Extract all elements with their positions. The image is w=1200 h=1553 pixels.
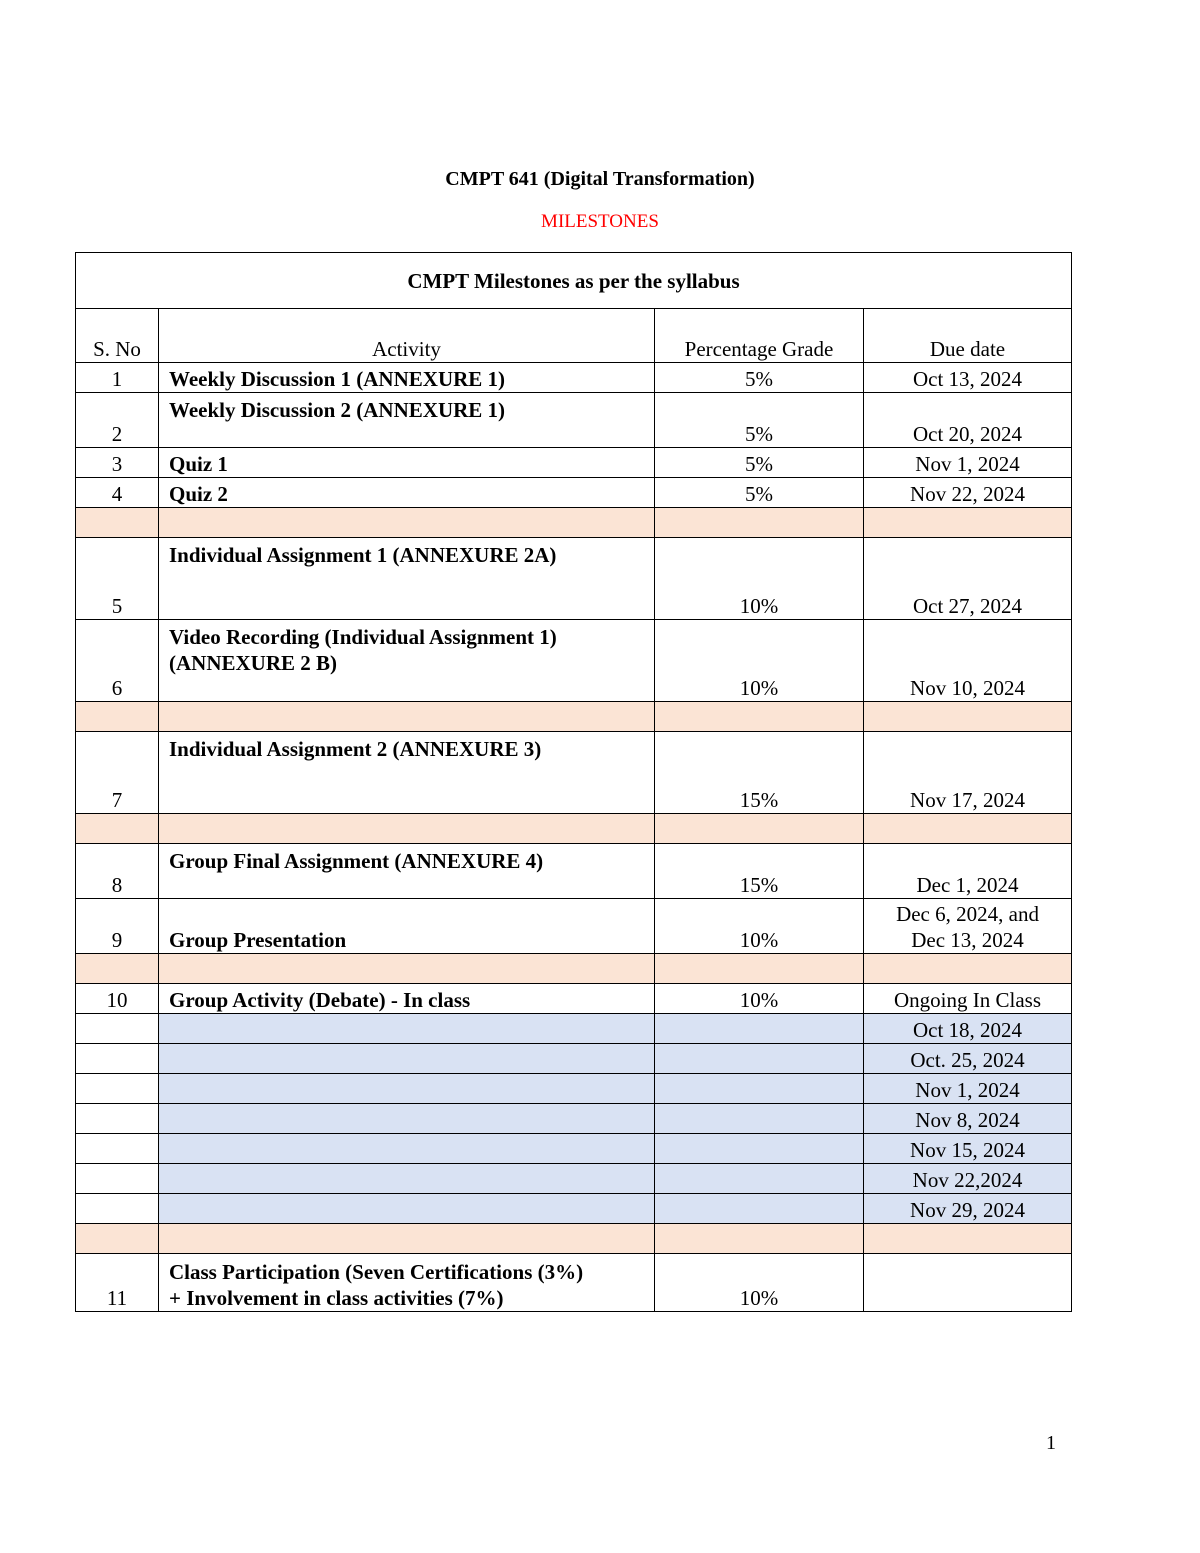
grade-cell: 10% — [655, 620, 864, 702]
document-subtitle: MILESTONES — [541, 211, 659, 232]
separator-row — [76, 1224, 1072, 1254]
debate-date-row — [76, 1074, 1072, 1104]
table-row — [76, 1254, 1072, 1312]
activity-cell: Quiz 1 — [159, 448, 655, 478]
debate-date-cell: Nov 22,2024 — [864, 1164, 1072, 1194]
debate-date-row — [76, 1164, 1072, 1194]
debate-date-row — [76, 1014, 1072, 1044]
grade-cell: 5% — [655, 478, 864, 508]
due-date-line-1: Dec 6, 2024, and — [896, 902, 1039, 926]
row-number: 5 — [76, 538, 159, 620]
activity-cell: Weekly Discussion 2 (ANNEXURE 1) — [159, 393, 655, 448]
debate-date-cell: Nov 8, 2024 — [864, 1104, 1072, 1134]
activity-cell: Quiz 2 — [159, 478, 655, 508]
activity-cell: Group Activity (Debate) - In class — [159, 984, 655, 1014]
document-title: CMPT 641 (Digital Transformation) — [445, 168, 755, 190]
debate-date-cell: Oct. 25, 2024 — [864, 1044, 1072, 1074]
table-row — [76, 448, 1072, 478]
row-number: 11 — [76, 1254, 159, 1312]
table-heading-row — [76, 253, 1072, 309]
debate-date-cell: Oct 18, 2024 — [864, 1014, 1072, 1044]
debate-date-cell: Nov 15, 2024 — [864, 1134, 1072, 1164]
separator-row — [76, 954, 1072, 984]
due-date-cell: Dec 1, 2024 — [864, 844, 1072, 899]
column-header-due-date: Due date — [864, 309, 1072, 363]
debate-date-row — [76, 1044, 1072, 1074]
activity-line-2: (ANNEXURE 2 B) — [169, 651, 337, 675]
column-header-sno: S. No — [76, 309, 159, 363]
debate-date-cell: Nov 29, 2024 — [864, 1194, 1072, 1224]
separator-row — [76, 702, 1072, 732]
row-number: 8 — [76, 844, 159, 899]
due-date-cell: Oct 20, 2024 — [864, 393, 1072, 448]
activity-cell: Group Final Assignment (ANNEXURE 4) — [159, 844, 655, 899]
grade-cell: 5% — [655, 448, 864, 478]
row-number: 3 — [76, 448, 159, 478]
debate-date-cell: Nov 1, 2024 — [864, 1074, 1072, 1104]
grade-cell: 5% — [655, 363, 864, 393]
debate-date-row — [76, 1134, 1072, 1164]
debate-date-row — [76, 1194, 1072, 1224]
separator-row — [76, 814, 1072, 844]
activity-cell: Weekly Discussion 1 (ANNEXURE 1) — [159, 363, 655, 393]
debate-date-row — [76, 1104, 1072, 1134]
due-date-cell: Oct 27, 2024 — [864, 538, 1072, 620]
activity-cell: Group Presentation — [159, 899, 655, 954]
column-header-grade: Percentage Grade — [655, 309, 864, 363]
due-date-cell — [864, 899, 1072, 954]
table-heading: CMPT Milestones as per the syllabus — [76, 253, 1072, 309]
table-header-row — [76, 309, 1072, 363]
grade-cell: 10% — [655, 984, 864, 1014]
table-row — [76, 478, 1072, 508]
due-date-cell: Nov 17, 2024 — [864, 732, 1072, 814]
activity-cell: Individual Assignment 2 (ANNEXURE 3) — [159, 732, 655, 814]
row-number: 10 — [76, 984, 159, 1014]
due-date-line-2: Dec 13, 2024 — [911, 928, 1024, 952]
table-row — [76, 844, 1072, 899]
table-row — [76, 732, 1072, 814]
due-date-cell: Nov 22, 2024 — [864, 478, 1072, 508]
activity-line-1: Class Participation (Seven Certifications (3%) — [169, 1260, 584, 1284]
row-number: 2 — [76, 393, 159, 448]
due-date-cell: Oct 13, 2024 — [864, 363, 1072, 393]
row-number: 9 — [76, 899, 159, 954]
due-date-cell: Ongoing In Class — [864, 984, 1072, 1014]
table-row — [76, 393, 1072, 448]
table-row — [76, 363, 1072, 393]
table-row — [76, 538, 1072, 620]
page-number: 1 — [1046, 1432, 1056, 1454]
column-header-activity: Activity — [159, 309, 655, 363]
grade-cell: 10% — [655, 1254, 864, 1312]
grade-cell: 10% — [655, 899, 864, 954]
grade-cell: 15% — [655, 732, 864, 814]
row-number: 6 — [76, 620, 159, 702]
table-row — [76, 899, 1072, 954]
milestones-table — [75, 252, 1072, 1312]
activity-line-2: + Involvement in class activities (7%) — [169, 1286, 504, 1310]
row-number: 4 — [76, 478, 159, 508]
grade-cell: 15% — [655, 844, 864, 899]
due-date-cell: Nov 10, 2024 — [864, 620, 1072, 702]
activity-cell — [159, 1254, 655, 1312]
grade-cell: 10% — [655, 538, 864, 620]
due-date-cell — [864, 1254, 1072, 1312]
due-date-cell: Nov 1, 2024 — [864, 448, 1072, 478]
activity-cell — [159, 620, 655, 702]
table-row — [76, 620, 1072, 702]
activity-line-1: Video Recording (Individual Assignment 1) — [169, 625, 557, 649]
table-row — [76, 984, 1072, 1014]
activity-cell: Individual Assignment 1 (ANNEXURE 2A) — [159, 538, 655, 620]
grade-cell: 5% — [655, 393, 864, 448]
row-number: 7 — [76, 732, 159, 814]
row-number: 1 — [76, 363, 159, 393]
separator-row — [76, 508, 1072, 538]
